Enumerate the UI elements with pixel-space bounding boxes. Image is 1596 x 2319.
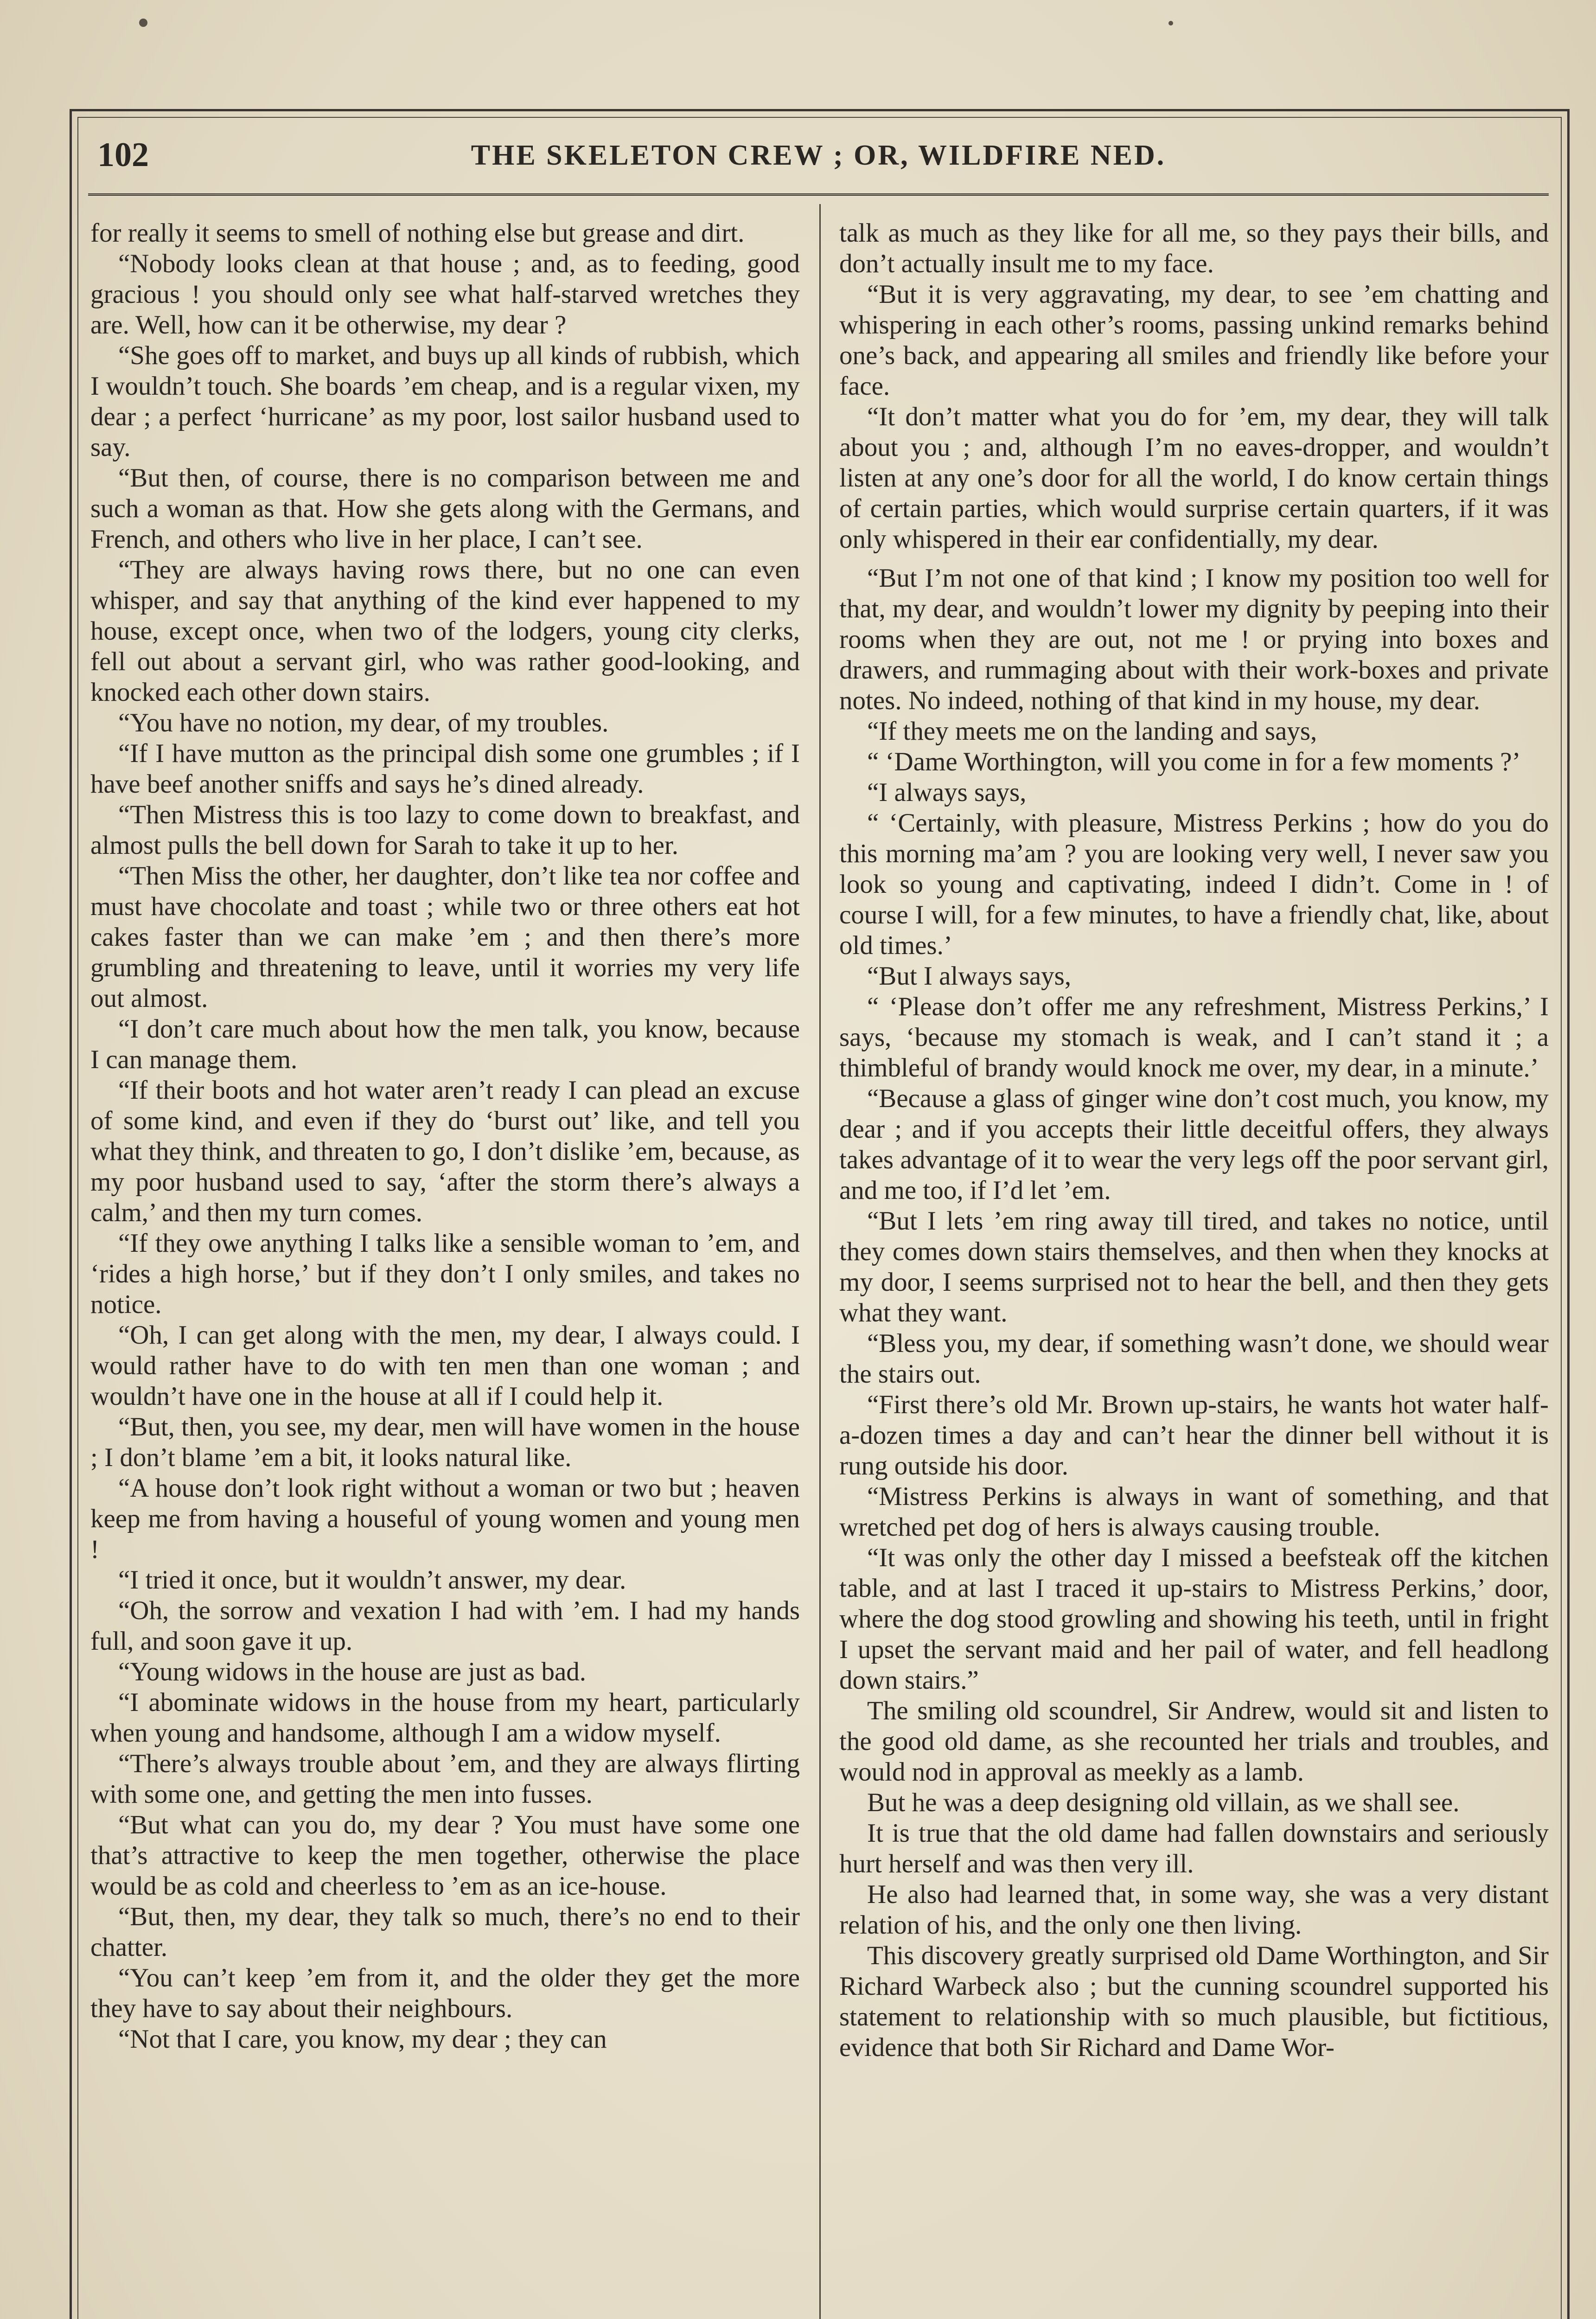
page-number: 102: [97, 136, 149, 174]
paragraph: But he was a deep designing old villain, as we shall see.: [867, 1788, 1460, 1817]
paragraph: “First there’s old Mr. Brown up-stairs, he wants hot water half-a-dozen times a day and can’t hear the dinner bell without it is rung outside his door.: [839, 1390, 1549, 1480]
paragraph: “A house don’t look right without a woman or two but ; heaven keep me from having a houseful of young women and young men !: [90, 1473, 800, 1564]
paragraph: “They are always having rows there, but no one can even whisper, and say that anything of the kind ever happened to my house, except once, when two of the lodgers, young city clerks, fell out about a servant girl, who was rather good-looking, and knocked each other down stairs.: [90, 555, 800, 707]
column-rule: [819, 204, 821, 2319]
paragraph: “Because a glass of ginger wine don’t cost much, you know, my dear ; and if you accepts their little deceitful offers, they always takes advantage of it to wear the very legs off the poor servant girl, and me too, if I’d let ’em.: [839, 1084, 1549, 1205]
left-column: [90, 218, 800, 2319]
paragraph: “It was only the other day I missed a beefsteak off the kitchen table, and at last I traced it up-stairs to Mistress Perkins,’ door, where the dog stood growling and showing his teeth, until in fright I upset the servant maid and her pail of water, and fell headlong down stairs.”: [839, 1543, 1549, 1695]
paragraph: “But it is very aggravating, my dear, to see ’em chatting and whispering in each other’s rooms, passing unkind remarks behind one’s back, and appearing all smiles and friendly like before your face.: [839, 280, 1549, 401]
paragraph: “I tried it once, but it wouldn’t answer, my dear.: [118, 1565, 626, 1595]
paragraph: “Nobody looks clean at that house ; and, as to feeding, good gracious ! you should only see what half-starved wretches they are. Well, how can it be otherwise, my dear ?: [90, 249, 800, 340]
paragraph: “If I have mutton as the principal dish some one grumbles ; if I have beef another sniffs and says he’s dined already.: [90, 739, 800, 799]
paragraph: “There’s always trouble about ’em, and they are always flirting with some one, and getting the men into fusses.: [90, 1749, 800, 1809]
right-column: [839, 218, 1549, 2319]
paper-speck: [1168, 21, 1173, 26]
paragraph: “If their boots and hot water aren’t ready I can plead an excuse of some kind, and even if they do ‘burst out’ like, and tell you what they think, and threaten to go, I don’t dislike ’em, because, as my poor husband used to say, ‘after the storm there’s always a calm,’ and then my turn comes.: [90, 1076, 800, 1227]
paragraph: “Bless you, my dear, if something wasn’t done, we should wear the stairs out.: [839, 1329, 1549, 1389]
paragraph: “But, then, you see, my dear, men will have women in the house ; I don’t blame ’em a bit, it looks natural like.: [90, 1412, 800, 1472]
paragraph: “ ‘Dame Worthington, will you come in for a few moments ?’: [867, 747, 1521, 776]
paragraph: “Then Mistress this is too lazy to come down to breakfast, and almost pulls the bell down for Sarah to take it up to her.: [90, 800, 800, 860]
paragraph: “But I always says,: [867, 961, 1072, 991]
paragraph: The smiling old scoundrel, Sir Andrew, would sit and listen to the good old dame, as she recounted her trials and troubles, and would nod in approval as meekly as a lamb.: [839, 1696, 1549, 1787]
paragraph: “She goes off to market, and buys up all kinds of rubbish, which I wouldn’t touch. She boards ’em cheap, and is a regular vixen, my dear ; a perfect ‘hurricane’ as my poor, lost sailor husband used to say.: [90, 341, 800, 462]
paragraph: This discovery greatly surprised old Dame Worthington, and Sir Richard Warbeck also ; but the cunning scoundrel supported his statement to relationship with so much plausible, but fictitious, evidence that both Sir Richard and Dame Wor-: [839, 1941, 1549, 2062]
paragraph: “Not that I care, you know, my dear ; they can: [118, 2024, 607, 2054]
page-header: [88, 122, 1549, 196]
paragraph: “Mistress Perkins is always in want of something, and that wretched pet dog of hers is always causing trouble.: [839, 1482, 1549, 1542]
paragraph: He also had learned that, in some way, she was a very distant relation of his, and the only one then living.: [839, 1880, 1549, 1940]
paragraph: talk as much as they like for all me, so they pays their bills, and don’t actually insult me to my face.: [839, 218, 1549, 278]
paragraph: for really it seems to smell of nothing else but grease and dirt.: [90, 218, 745, 248]
paragraph: “ ‘Certainly, with pleasure, Mistress Perkins ; how do you do this morning ma’am ? you are looking very well, I never saw you look so young and captivating, indeed I didn’t. Come in ! of course I will, for a few minutes, to have a friendly chat, like, about old times.’: [839, 808, 1549, 960]
paragraph: “I always says,: [867, 778, 1027, 807]
paragraph: “Oh, the sorrow and vexation I had with ’em. I had my hands full, and soon gave it up.: [90, 1596, 800, 1656]
paragraph: “I abominate widows in the house from my heart, particularly when young and handsome, although I am a widow myself.: [90, 1688, 800, 1748]
paragraph: “But then, of course, there is no comparison between me and such a woman as that. How she gets along with the Germans, and French, and others who live in her place, I can’t see.: [90, 463, 800, 554]
paragraph: “Then Miss the other, her daughter, don’t like tea nor coffee and must have chocolate and toast ; while two or three others eat hot cakes faster than we can make ’em ; and then there’s more grumbling and threatening to leave, until it worries my very life out almost.: [90, 861, 800, 1013]
paragraph: “Oh, I can get along with the men, my dear, I always could. I would rather have to do with ten men than one woman ; and wouldn’t have one in the house at all if I could help it.: [90, 1320, 800, 1411]
paragraph: “If they owe anything I talks like a sensible woman to ’em, and ‘rides a high horse,’ but if they don’t I only smiles, and takes no notice.: [90, 1229, 800, 1319]
paragraph: “But I’m not one of that kind ; I know my position too well for that, my dear, and wouldn’t lower my dignity by peeping into their rooms when they are out, not me ! or prying into boxes and drawers, and rummaging about with their work-boxes and private notes. No indeed, nothing of that kind in my house, my dear.: [839, 564, 1549, 715]
paragraph: “You can’t keep ’em from it, and the older they get the more they have to say about their neighbours.: [90, 1963, 800, 2023]
paragraph: “I don’t care much about how the men talk, you know, because I can manage them.: [90, 1014, 800, 1074]
paragraph: It is true that the old dame had fallen downstairs and seriously hurt herself and was then very ill.: [839, 1819, 1549, 1878]
paragraph: “But, then, my dear, they talk so much, there’s no end to their chatter.: [90, 1902, 800, 1962]
paragraph: “Young widows in the house are just as bad.: [118, 1657, 587, 1686]
running-title: THE SKELETON CREW ; OR, WILDFIRE NED.: [471, 140, 1166, 171]
paragraph: “It don’t matter what you do for ’em, my dear, they will talk about you ; and, although I’m no eaves-dropper, and wouldn’t listen at any one’s door for all the world, I do know certain things of certain parties, which would surprise certain quarters, if it was only whispered in their ear confidentially, my dear.: [839, 402, 1549, 554]
paper-speck: [139, 19, 147, 27]
paragraph: “ ‘Please don’t offer me any refreshment, Mistress Perkins,’ I says, ‘because my stomach is weak, and I can’t stand it ; a thimbleful of brandy would knock me over, my dear, in a minute.’: [839, 992, 1549, 1083]
paragraph: “If they meets me on the landing and says,: [867, 717, 1317, 746]
paragraph: “But I lets ’em ring away till tired, and takes no notice, until they comes down stairs themselves, and then when they knocks at my door, I seems surprised not to hear the bell, and then they gets what they want.: [839, 1206, 1549, 1327]
paragraph: “But what can you do, my dear ? You must have some one that’s attractive to keep the men together, otherwise the place would be as cold and cheerless to ’em as an ice-house.: [90, 1810, 800, 1901]
paragraph: “You have no notion, my dear, of my troubles.: [118, 708, 609, 737]
